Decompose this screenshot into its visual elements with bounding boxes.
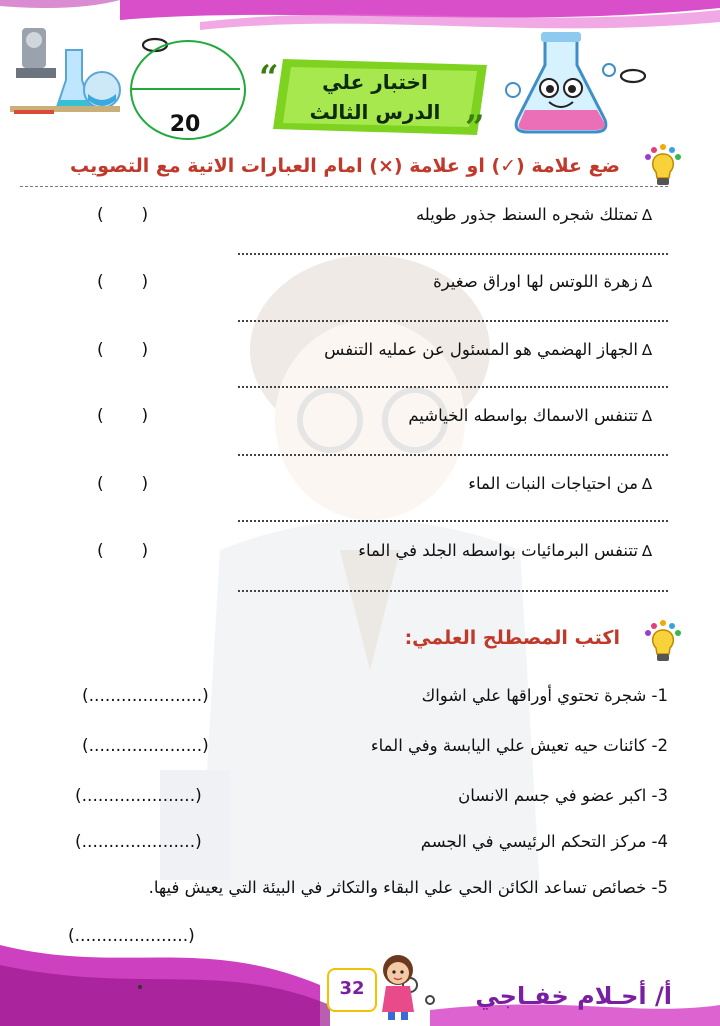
title-line-1: اختبار علي	[322, 70, 428, 94]
true-false-blank[interactable]: ( )	[97, 474, 149, 494]
statement-text: تتنفس البرمائيات بواسطه الجلد في الماء	[358, 541, 638, 560]
svg-text:”: ”	[465, 108, 485, 139]
lab-equipment-illustration	[10, 10, 122, 122]
true-false-blank[interactable]: ( )	[97, 272, 149, 292]
term-question-3: 3- اكبر عضو في جسم الانسان	[458, 786, 668, 805]
lightbulb-icon	[642, 142, 684, 190]
statement-4	[408, 406, 652, 425]
true-false-blank[interactable]: ( )	[97, 541, 149, 561]
teacher-name: أ/ أحـلام خفـاجي	[475, 982, 672, 1010]
decorative-oval	[618, 66, 648, 86]
term-answer-blank[interactable]: (.....................)	[75, 832, 202, 852]
term-question-1: 1- شجرة تحتوي أوراقها علي اشواك	[421, 686, 668, 705]
statement-6	[358, 541, 652, 560]
term-answer-blank[interactable]: (.....................)	[82, 736, 209, 756]
statement-2	[433, 272, 652, 291]
triangle-marker: ∆	[641, 341, 652, 359]
statement-text: من احتياجات النبات الماء	[468, 474, 638, 493]
true-false-blank[interactable]: ( )	[97, 205, 149, 225]
statement-1	[416, 205, 652, 224]
triangle-marker: ∆	[641, 273, 652, 291]
triangle-marker: ∆	[641, 206, 652, 224]
correction-line[interactable]	[238, 386, 668, 388]
triangle-marker: ∆	[641, 475, 652, 493]
svg-text:“: “	[259, 58, 279, 98]
lightbulb-icon	[642, 618, 684, 666]
statement-5	[468, 474, 652, 493]
triangle-marker: ∆	[641, 542, 652, 560]
title-banner	[255, 55, 495, 139]
true-false-blank[interactable]: ( )	[97, 406, 149, 426]
term-answer-blank[interactable]: (.....................)	[68, 926, 195, 946]
title-line-2: الدرس الثالث	[309, 100, 441, 124]
term-answer-blank[interactable]: (.....................)	[82, 686, 209, 706]
score-divider	[132, 88, 240, 90]
correction-line[interactable]	[238, 590, 668, 592]
correction-line[interactable]	[238, 320, 668, 322]
flask-mascot-illustration	[505, 20, 617, 140]
correction-line[interactable]	[238, 454, 668, 456]
triangle-marker: ∆	[641, 407, 652, 425]
section-1-divider	[20, 186, 668, 187]
statement-text: زهرة اللوتس لها اوراق صغيرة	[433, 272, 638, 291]
correction-line[interactable]	[238, 253, 668, 255]
page-number: 32	[339, 978, 365, 999]
section-1-title: ضع علامة (✓) او علامة (×) امام العبارات الاتية مع التصويب	[69, 155, 620, 177]
girl-mascot-illustration	[374, 952, 422, 1022]
total-score: 20	[169, 112, 201, 137]
term-question-5: 5- خصائص تساعد الكائن الحي علي البقاء والتكاثر في البيئة التي يعيش فيها.	[148, 878, 668, 897]
statement-3	[324, 340, 652, 359]
statement-text: تمتلك شجره السنط جذور طويله	[415, 205, 638, 224]
term-question-4: 4- مركز التحكم الرئيسي في الجسم	[420, 832, 668, 851]
statement-text: الجهاز الهضمي هو المسئول عن عمليه التنفس	[324, 340, 638, 359]
true-false-blank[interactable]: ( )	[97, 340, 149, 360]
term-question-2: 2- كائنات حيه تعيش علي اليابسة وفي الماء	[370, 736, 668, 755]
term-answer-blank[interactable]: (.....................)	[75, 786, 202, 806]
correction-line[interactable]	[238, 520, 668, 522]
section-2-title: اكتب المصطلح العلمي:	[404, 627, 620, 649]
statement-text: تتنفس الاسماك بواسطه الخياشيم	[408, 406, 638, 425]
